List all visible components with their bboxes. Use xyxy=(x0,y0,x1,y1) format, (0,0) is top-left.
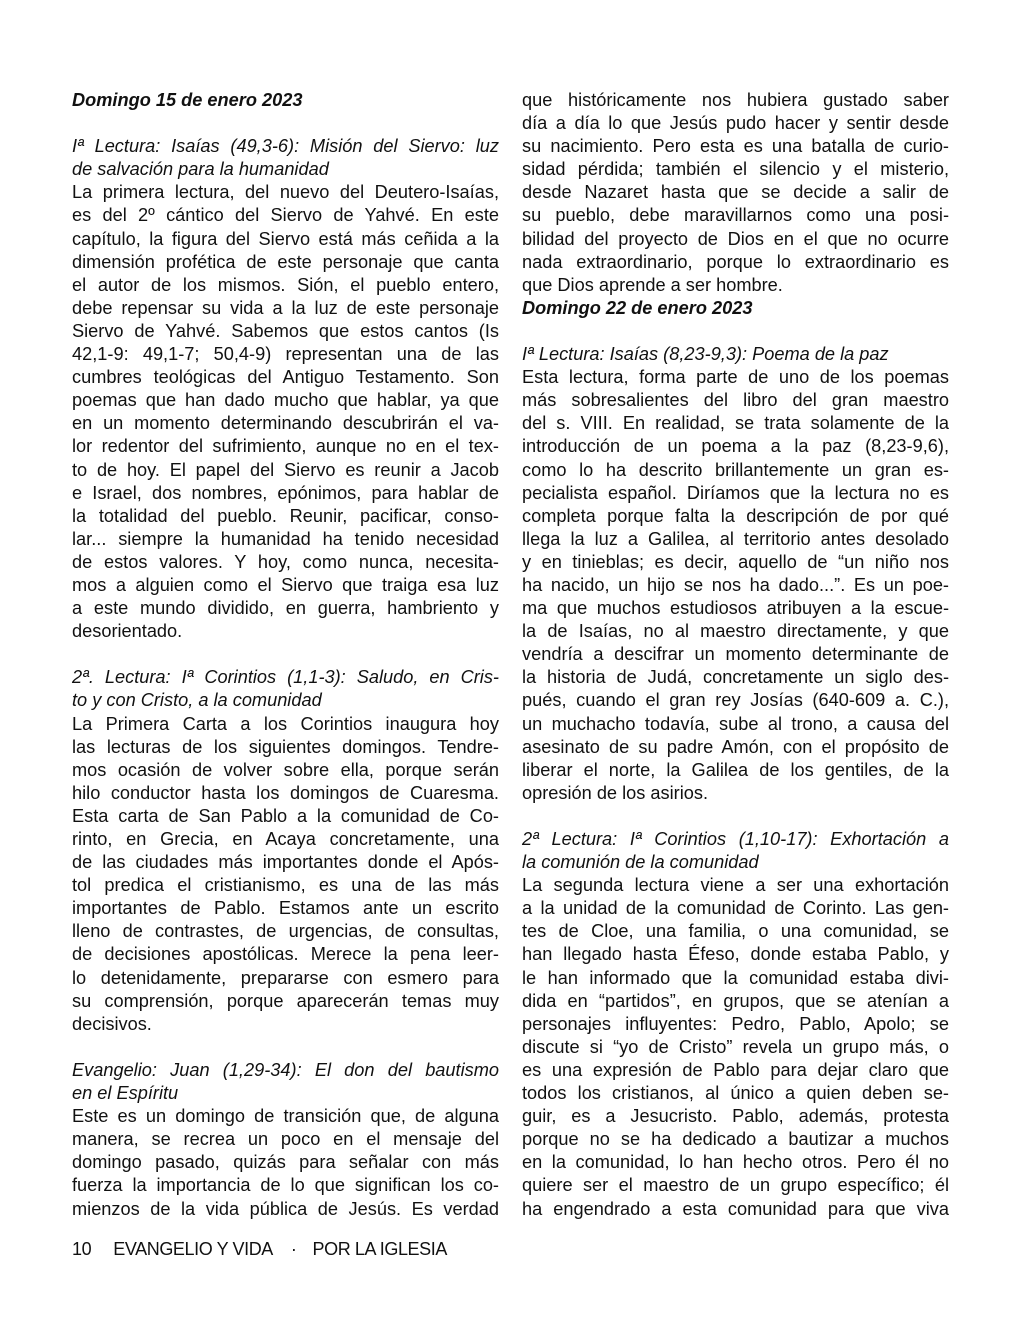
body-text-line: poemas que han dado mucho que hablar, ya que xyxy=(72,390,499,411)
body-text-line: su pueblo, debe maravillarnos como una posi- xyxy=(522,205,949,226)
body-text-line: manera, se recrea un poco en el mensaje del xyxy=(72,1129,499,1150)
right-column xyxy=(522,89,949,1221)
body-text-line: la de Isaías, no al maestro directamente, y que xyxy=(522,621,949,642)
reading-title-line: 2ª. Lectura: Iª Corintios (1,1-3): Saludo, en Cris- xyxy=(72,667,499,688)
body-text-line: ha nacido, un hijo se nos ha dado...”. Es un poe- xyxy=(522,574,949,595)
body-text-line: Esta carta de San Pablo a la comunidad de Co- xyxy=(72,805,499,826)
body-text-line: es una expresión de Pablo para dejar claro que xyxy=(522,1059,949,1080)
paragraph-spacer xyxy=(72,112,499,135)
body-text-line: han llegado hasta Éfeso, donde estaba Pablo, y xyxy=(522,944,949,965)
body-text-line: de decisiones apostólicas. Merece la pena leer- xyxy=(72,944,499,965)
body-text-line: personajes influyentes: Pedro, Pablo, Apolo; se xyxy=(522,1013,949,1034)
body-text-line: lo detenidamente, prepararse con esmero para xyxy=(72,967,499,988)
date-heading: Domingo 15 de enero 2023 xyxy=(72,90,303,110)
body-text-line: es del 2º cántico del Siervo de Yahvé. En este xyxy=(72,205,499,226)
body-text-line: lar... siempre la humanidad ha tenido necesidad xyxy=(72,528,499,549)
body-text-line: ha engendrado a esta comunidad para que viva xyxy=(522,1198,949,1219)
body-text-line: sidad pérdida; también el silencio y el misterio, xyxy=(522,159,949,180)
body-text-line: la historia de Judá, concretamente un siglo des- xyxy=(522,667,949,688)
body-text-line: quiere ser el maestro de un grupo específico; él xyxy=(522,1175,949,1196)
body-text-line: introducción de un poema a la paz (8,23-9,6), xyxy=(522,436,949,457)
reading-title-line: Iª Lectura: Isaías (49,3-6): Misión del Siervo: luz xyxy=(72,136,499,157)
publication-name: EVANGELIO Y VIDA xyxy=(113,1239,273,1259)
reading-title-line: la comunión de la comunidad xyxy=(522,852,759,873)
body-text-line: la totalidad del pueblo. Reunir, pacificar, conso- xyxy=(72,505,499,526)
body-text-line: La Primera Carta a los Corintios inaugura hoy xyxy=(72,713,499,734)
reading-title-line: Iª Lectura: Isaías (8,23-9,3): Poema de la paz xyxy=(522,344,889,365)
body-text-line: mos ocasión de volver sobre ella, porque serán xyxy=(72,759,499,780)
body-text-line: e Israel, dos nombres, epónimos, para hablar de xyxy=(72,482,499,503)
body-text-line: discute si “yo de Cristo” revela un grupo más, o xyxy=(522,1036,949,1057)
body-text-line: domingo pasado, quizás para señalar con más xyxy=(72,1152,499,1173)
section-name: POR LA IGLESIA xyxy=(312,1239,447,1259)
body-text-line: y en tinieblas; es decir, aquello de “un niño nos xyxy=(522,551,949,572)
body-text-line: tol predica el cristianismo, es una de las más xyxy=(72,875,499,896)
body-text-line: guir, es a Jesucristo. Pablo, además, protesta xyxy=(522,1106,949,1127)
body-text-line: un muchacho todavía, sube al trono, a causa del xyxy=(522,713,949,734)
body-text-line: fuerza la importancia de lo que significan los co- xyxy=(72,1175,499,1196)
body-text-line: importantes de Pablo. Estamos ante un escrito xyxy=(72,898,499,919)
body-text-line: ma que muchos estudiosos atribuyen a la escue- xyxy=(522,598,949,619)
body-text-line: Este es un domingo de transición que, de alguna xyxy=(72,1106,499,1127)
body-text-line: mos a alguien como el Siervo que traiga esa luz xyxy=(72,574,499,595)
body-text-line: vendría a descifrar un momento determinante de xyxy=(522,644,949,665)
body-text-line: dimensión profética de este personaje que canta xyxy=(72,251,499,272)
body-text-line: que Dios aprende a ser hombre. xyxy=(522,274,783,295)
date-heading: Domingo 22 de enero 2023 xyxy=(522,297,753,318)
body-text-line: porque no se ha dedicado a bautizar a muchos xyxy=(522,1129,949,1150)
body-text-line: opresión de los asirios. xyxy=(522,782,709,803)
paragraph-spacer xyxy=(72,1036,499,1059)
body-text-line: que históricamente nos hubiera gustado saber xyxy=(522,90,949,110)
body-text-line: las lecturas de los siguientes domingos. Tendre- xyxy=(72,736,499,757)
paragraph-spacer xyxy=(522,805,949,828)
body-text-line: lleno de contrastes, de urgencias, de consultas, xyxy=(72,921,499,942)
body-text-line: a este mundo dividido, en guerra, hambriento y xyxy=(72,598,499,619)
body-text-line: en la comunidad, lo han hecho otros. Pero él no xyxy=(522,1152,949,1173)
body-text-line: más sobresalientes del libro del gran maestro xyxy=(522,390,949,411)
body-text-line: pués, cuando el gran rey Josías (640-609 a. C.), xyxy=(522,690,949,711)
body-text-line: La primera lectura, del nuevo del Deutero-Isaías, xyxy=(72,182,499,203)
body-text-line: cumbres teológicas del Antiguo Testamento. Son xyxy=(72,367,499,388)
body-text-line: hilo conductor hasta los domingos de Cuaresma. xyxy=(72,782,499,803)
body-text-line: todos los cristianos, al único a quien deben se- xyxy=(522,1083,949,1104)
body-text-line: bilidad del proyecto de Dios en el que no ocurre xyxy=(522,228,949,249)
body-text-line: llega la luz a Galilea, al territorio antes desolado xyxy=(522,528,949,549)
body-text-line: debe repensar su vida a la luz de este personaje xyxy=(72,297,499,318)
body-text-line: tes de Cloe, una familia, o una comunidad, se xyxy=(522,921,949,942)
body-text-line: liberar el norte, la Galilea de los gentiles, de la xyxy=(522,759,949,780)
body-text-line: lor redentor del sufrimiento, aunque no en el tex- xyxy=(72,436,499,457)
body-text-line: le han informado que la comunidad estaba divi- xyxy=(522,967,949,988)
body-text-line: completa porque falta la descripción de por qué xyxy=(522,505,949,526)
body-text-line: desde Nazaret hasta que se decide a salir de xyxy=(522,182,949,203)
reading-title-line: 2ª Lectura: Iª Corintios (1,10-17): Exhortación a xyxy=(522,829,949,849)
body-text-line: rinto, en Grecia, en Acaya concretamente, una xyxy=(72,829,499,849)
body-text-line: de las ciudades más importantes donde el Após- xyxy=(72,852,499,873)
body-text-line: desorientado. xyxy=(72,621,183,642)
body-text-line: 42,1-9: 49,1-7; 50,4-9) representan una de las xyxy=(72,344,499,365)
body-text-line: nada extraordinario, porque lo extraordinario es xyxy=(522,251,949,272)
reading-title-line: de salvación para la humanidad xyxy=(72,159,329,180)
body-text-line: capítulo, la figura del Siervo está más ceñida a la xyxy=(72,228,499,249)
body-text-line: a la unidad de la comunidad de Corinto. Las gen- xyxy=(522,898,949,919)
body-text-line: de estos valores. Y hoy, como nunca, necesita- xyxy=(72,551,499,572)
body-text-line: mienzos de la vida pública de Jesús. Es verdad xyxy=(72,1198,499,1219)
body-text-line: Siervo de Yahvé. Sabemos que estos cantos (Is xyxy=(72,320,499,341)
body-text-line: dida en “partidos”, en grupos, que se atenían a xyxy=(522,990,949,1011)
body-text-line: decisivos. xyxy=(72,1013,152,1034)
paragraph-spacer xyxy=(522,320,949,343)
body-text-line: Esta lectura, forma parte de uno de los poemas xyxy=(522,367,949,388)
body-text-line: su nacimiento. Pero esta es una batalla de curio- xyxy=(522,136,949,157)
page-number: 10 xyxy=(72,1239,92,1259)
body-text-line: del s. VIII. En realidad, se trata solamente de la xyxy=(522,413,949,434)
reading-title-line: to y con Cristo, a la comunidad xyxy=(72,690,322,711)
body-text-line: pecialista español. Diríamos que la lectura no es xyxy=(522,482,949,503)
body-text-line: su comprensión, porque aparecerán temas muy xyxy=(72,990,499,1011)
reading-title-line: Evangelio: Juan (1,29-34): El don del bautismo xyxy=(72,1059,499,1080)
reading-title-line: en el Espíritu xyxy=(72,1083,179,1104)
body-text-line: como lo ha descrito brillantemente un gran es- xyxy=(522,459,949,480)
paragraph-spacer xyxy=(72,643,499,666)
body-text-line: asesinato de su padre Amón, con el propósito de xyxy=(522,736,949,757)
body-text-line: día a día lo que Jesús pudo hacer y sentir desde xyxy=(522,113,949,134)
body-text-line: La segunda lectura viene a ser una exhortación xyxy=(522,875,949,896)
left-column xyxy=(72,89,499,1221)
footer-separator: · xyxy=(290,1239,297,1259)
page-footer xyxy=(72,1238,447,1260)
body-text-line: to de hoy. El papel del Siervo es reunir a Jacob xyxy=(72,459,499,480)
body-text-line: en un momento determinando descubrirán el va- xyxy=(72,413,499,434)
body-text-line: el autor de los mismos. Sión, el pueblo entero, xyxy=(72,274,499,295)
